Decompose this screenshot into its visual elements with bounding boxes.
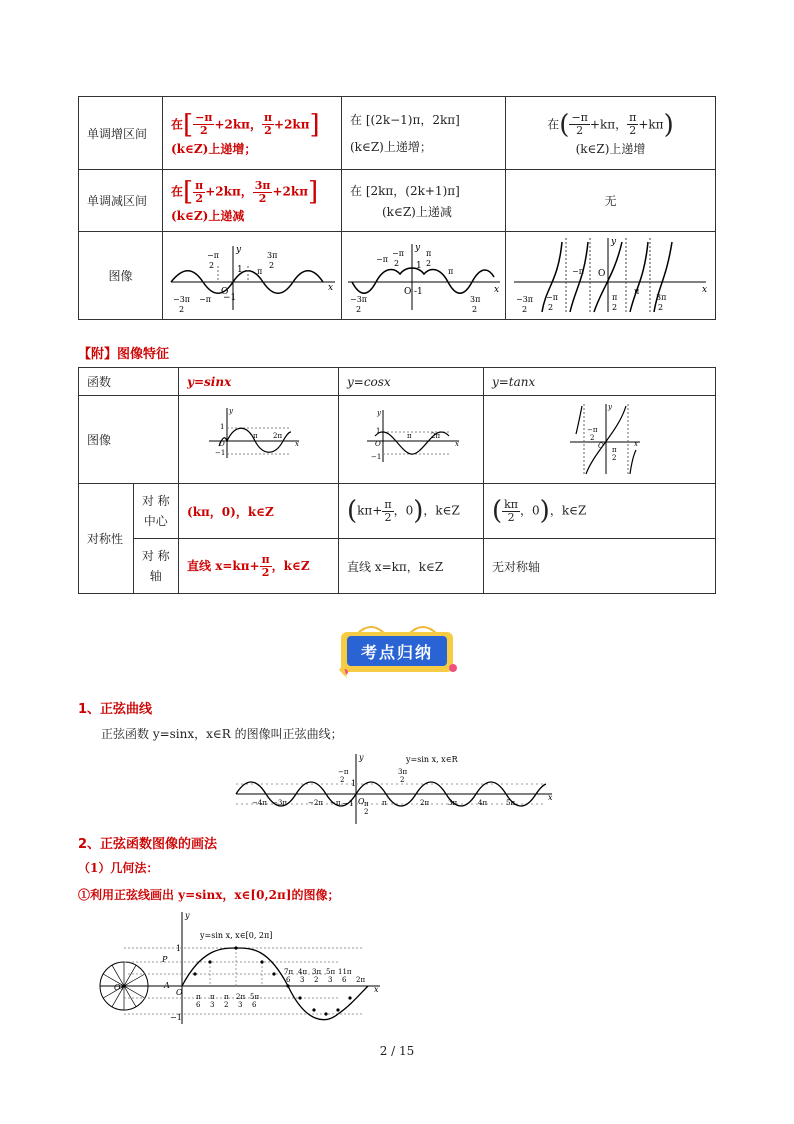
svg-text:3: 3: [328, 976, 333, 984]
svg-text:3π: 3π: [312, 968, 322, 976]
sin-image-cell: [179, 396, 339, 484]
svg-text:O: O: [358, 797, 365, 806]
svg-text:π: π: [364, 800, 369, 808]
row-label-decrease: 单调减区间: [79, 170, 163, 232]
svg-text:−π: −π: [199, 295, 211, 304]
svg-text:2: 2: [612, 303, 618, 312]
section2-item1: ①利用正弦线画出 y=sinx，x∈[0,2π]的图像；: [78, 888, 340, 902]
svg-text:π: π: [448, 267, 454, 276]
svg-text:2: 2: [179, 305, 185, 314]
svg-text:−π: −π: [586, 426, 598, 434]
tan-increase-cell: 在( $\frac{-\pi}{2}$ +kπ， $\frac{\pi}{2}$ +kπ) (k∈Z)上递增: [506, 97, 716, 170]
svg-text:3: 3: [238, 1001, 243, 1009]
svg-text:1: 1: [237, 265, 243, 275]
row-label-graph: 图像: [79, 232, 163, 320]
svg-text:−π: −π: [338, 768, 349, 776]
svg-text:4π: 4π: [298, 968, 308, 976]
cos-graph: [342, 232, 505, 316]
svg-text:O: O: [221, 287, 229, 297]
svg-text:1: 1: [351, 779, 357, 788]
cos-graph-cell: [342, 232, 506, 320]
svg-text:O: O: [404, 287, 412, 297]
cos-center-cell: (kπ+ $\frac{\pi}{2}$ ，0)，k∈Z: [338, 484, 483, 539]
svg-text:P: P: [162, 955, 168, 964]
svg-text:2π: 2π: [236, 993, 246, 1001]
svg-text:2: 2: [522, 305, 528, 314]
svg-text:6: 6: [252, 1001, 257, 1009]
svg-text:2: 2: [426, 259, 432, 268]
page-number: 2 / 15: [379, 1044, 415, 1058]
sin-mini-graph: [179, 396, 337, 480]
cos-decrease-cell: 在 [2kπ，(2k+1)π] (k∈Z)上递减: [342, 170, 506, 232]
svg-text:x: x: [633, 440, 638, 448]
tan-center-cell: ( $\frac{k\pi}{2}$ ，0)，k∈Z: [483, 484, 715, 539]
svg-text:y: y: [359, 753, 364, 762]
svg-text:−1: −1: [170, 1013, 182, 1022]
svg-text:−π: −π: [207, 251, 219, 260]
svg-text:y: y: [236, 245, 242, 255]
sin-decrease-cell: 在[ $\frac{\pi}{2}$ +2kπ， $\frac{3\pi}{2}$ +2kπ] (k∈Z)上递减: [163, 170, 342, 232]
svg-text:2π: 2π: [420, 799, 430, 807]
svg-text:2π: 2π: [430, 432, 441, 440]
col-header-sin: y=sinx: [179, 368, 339, 396]
svg-text:π: π: [612, 293, 618, 302]
row-label-image: 图像: [79, 396, 179, 484]
svg-text:x: x: [454, 440, 459, 448]
svg-text:2: 2: [400, 776, 405, 784]
section1-title: 1、正弦曲线: [78, 702, 153, 717]
svg-text:2: 2: [611, 454, 617, 462]
svg-text:π: π: [406, 432, 412, 440]
svg-text:2: 2: [269, 261, 275, 270]
svg-text:A: A: [164, 981, 170, 990]
svg-text:π: π: [257, 267, 263, 276]
svg-text:3π: 3π: [656, 293, 667, 302]
section-banner: [337, 620, 457, 680]
svg-text:2: 2: [340, 776, 345, 784]
svg-text:2: 2: [364, 808, 369, 816]
svg-text:−2π: −2π: [308, 799, 323, 807]
svg-text:5π: 5π: [326, 968, 336, 976]
sin-center-cell: (kπ，0)，k∈Z: [179, 484, 339, 539]
svg-text:O: O: [598, 269, 606, 279]
svg-text:π: π: [634, 287, 640, 296]
tan-graph-cell: [506, 232, 716, 320]
svg-text:1: 1: [176, 944, 182, 953]
svg-text:2: 2: [209, 261, 215, 270]
svg-text:π: π: [224, 993, 229, 1001]
svg-text:2: 2: [314, 976, 319, 984]
svg-text:π: π: [611, 446, 617, 454]
svg-text:2: 2: [356, 305, 362, 314]
section2-subtitle: （1）几何法：: [78, 861, 159, 875]
svg-text:x: x: [548, 793, 553, 802]
svg-text:−1: −1: [342, 799, 354, 808]
svg-text:O: O: [219, 440, 225, 448]
svg-text:π: π: [426, 249, 432, 258]
svg-text:1: 1: [220, 423, 225, 431]
svg-text:x: x: [374, 985, 379, 994]
svg-text:−π: −π: [546, 293, 558, 302]
svg-text:5π: 5π: [506, 799, 516, 807]
sine-curve-graph: [234, 748, 560, 826]
svg-text:−1: −1: [370, 453, 382, 461]
svg-text:2: 2: [224, 1001, 229, 1009]
svg-text:2π: 2π: [356, 976, 366, 984]
svg-text:x: x: [328, 283, 334, 293]
tan-image-cell: [483, 396, 715, 484]
svg-text:2: 2: [589, 434, 595, 442]
row-label-center: 对 称 中心: [133, 484, 179, 539]
svg-text:−3π: −3π: [173, 295, 191, 304]
cos-image-cell: [338, 396, 483, 484]
sin-axis-cell: 直线 x=kπ+ $\frac{\pi}{2}$ ，k∈Z: [179, 539, 339, 594]
svg-text:6: 6: [342, 976, 347, 984]
svg-text:−3π: −3π: [350, 295, 368, 304]
svg-text:4π: 4π: [478, 799, 488, 807]
sin-graph-cell: [163, 232, 342, 320]
svg-text:3π: 3π: [470, 295, 481, 304]
row-label-increase: 单调增区间: [79, 97, 163, 170]
sin-graph: [163, 232, 341, 316]
svg-text:y: y: [607, 403, 612, 411]
svg-text:6: 6: [196, 1001, 201, 1009]
cos-mini-graph: [339, 396, 482, 480]
cos-axis-cell: 直线 x=kπ，k∈Z: [338, 539, 483, 594]
col-header-tan: y=tanx: [483, 368, 715, 396]
col-header-function: 函数: [79, 368, 179, 396]
row-label-symmetry: 对称性: [79, 484, 134, 594]
svg-text:−π: −π: [376, 255, 388, 264]
svg-text:3: 3: [210, 1001, 215, 1009]
svg-text:3π: 3π: [448, 799, 458, 807]
svg-text:y: y: [376, 409, 381, 417]
svg-text:2: 2: [548, 303, 554, 312]
svg-text:−1: −1: [215, 449, 226, 457]
svg-text:1: 1: [416, 261, 422, 271]
svg-text:O: O: [176, 988, 183, 997]
unit-circle-graph-label: y=sin x, x∈[0, 2π]: [200, 931, 273, 940]
tan-axis-cell: 无对称轴: [483, 539, 715, 594]
svg-text:O: O: [374, 440, 381, 448]
svg-text:π: π: [196, 993, 201, 1001]
svg-text:2π: 2π: [273, 432, 283, 440]
tan-mini-graph: [484, 396, 715, 480]
svg-text:11π: 11π: [338, 968, 352, 976]
monotonic-table: [78, 96, 716, 320]
banner-text: 考点归纳: [360, 643, 433, 662]
unit-circle-sine-graph: [98, 908, 388, 1026]
features-table: [78, 367, 716, 594]
svg-text:−π: −π: [330, 799, 341, 807]
svg-text:1: 1: [375, 427, 381, 435]
sin-increase-cell: 在[ $\frac{-\pi}{2}$ +2kπ， $\frac{\pi}{2}$ +2kπ] (k∈Z)上递增；: [163, 97, 342, 170]
row-label-axis: 对 称 轴: [133, 539, 179, 594]
sine-curve-label: y=sin x, x∈R: [406, 755, 458, 764]
svg-text:y: y: [415, 243, 421, 253]
section1-text: 正弦函数 y=sinx，x∈R 的图像叫正弦曲线；: [101, 727, 343, 741]
svg-text:y: y: [185, 911, 190, 920]
cos-increase-cell: 在 [(2k−1)π，2kπ] (k∈Z)上递增；: [342, 97, 506, 170]
svg-text:2: 2: [658, 303, 664, 312]
svg-text:−1: −1: [223, 293, 237, 303]
svg-text:y: y: [229, 407, 233, 415]
svg-text:5π: 5π: [250, 993, 260, 1001]
svg-text:3π: 3π: [398, 768, 408, 776]
appendix-title: 【附】图像特征: [78, 347, 170, 362]
svg-text:2: 2: [394, 259, 400, 268]
svg-text:3π: 3π: [267, 251, 278, 260]
svg-text:7π: 7π: [284, 968, 294, 976]
section2-title: 2、正弦函数图像的画法: [78, 837, 218, 852]
svg-text:O₁: O₁: [114, 983, 124, 992]
svg-text:−3π: −3π: [516, 295, 534, 304]
tan-graph: [506, 232, 715, 316]
svg-text:x: x: [702, 285, 708, 295]
svg-text:−π: −π: [572, 267, 584, 276]
svg-text:6: 6: [286, 976, 291, 984]
svg-text:y: y: [611, 237, 617, 247]
svg-text:−π: −π: [392, 249, 404, 258]
svg-text:π: π: [210, 993, 215, 1001]
svg-text:π: π: [253, 432, 258, 440]
tan-decrease-cell: 无: [506, 170, 716, 232]
svg-text:π: π: [382, 799, 387, 807]
svg-text:−4π: −4π: [252, 799, 267, 807]
svg-text:3: 3: [300, 976, 305, 984]
svg-text:x: x: [494, 285, 500, 295]
svg-text:O: O: [597, 442, 604, 450]
svg-text:−3π: −3π: [272, 799, 287, 807]
col-header-cos: y=cosx: [338, 368, 483, 396]
svg-text:2: 2: [472, 305, 478, 314]
svg-text:x: x: [295, 440, 299, 448]
svg-text:-1: -1: [414, 287, 423, 297]
